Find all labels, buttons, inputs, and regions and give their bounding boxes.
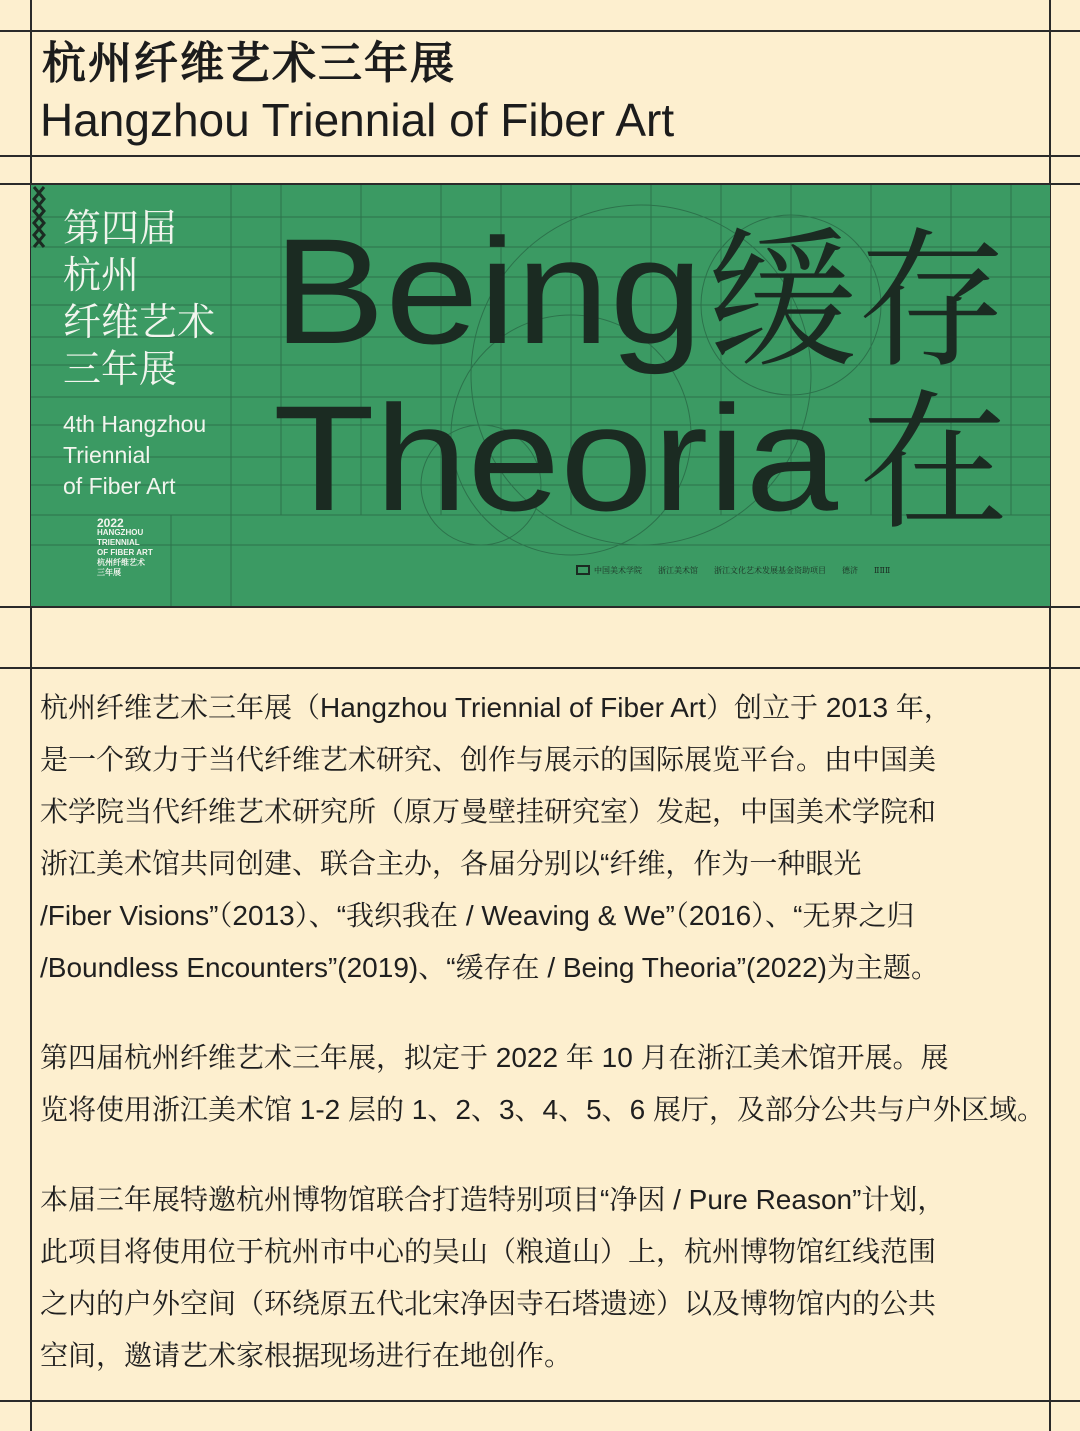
special-project-paragraph: 本届三年展特邀杭州博物馆联合打造特别项目“净因 / Pure Reason”计划， 此项目将使用位于杭州市中心的吴山（粮道山）上，杭州博物馆红线范围 之内的户外空间（环绕原五代北宋净因寺石塔遗迹）以及博物馆内的公共 空间，邀请艺术家根据现场进行在地创作。 bbox=[40, 1184, 946, 1371]
sponsor-logo bbox=[714, 565, 826, 576]
banner-en-line: 4th Hangzhou bbox=[63, 411, 207, 437]
intro-paragraph: 杭州纤维艺术三年展（Hangzhou Triennial of Fiber Art）创立于 2013 年， 是一个致力于当代纤维艺术研究、创作与展示的国际展览平台。由中国美 术学院当代纤维艺术研究所（原万曼壁挂研究室）发起，中国美术学院和 浙江美术馆共同创建、联合主办，各届分别以“纤维，作为一种眼光 /Fiber Visions”（2013）、“我织我在 / Weaving & We”（2016）、“无界之归 /Boundless Encounters”(2019)、“缓存在 / Being Theoria”(2022)为主题。 bbox=[40, 692, 952, 983]
sponsor-name: ⅡⅡⅡ bbox=[874, 565, 891, 575]
frame-line bbox=[0, 667, 1080, 669]
sponsor-logo bbox=[658, 565, 698, 576]
triennial-logo-icon bbox=[31, 185, 47, 251]
banner-title-zh bbox=[63, 205, 215, 393]
logo-line: HANGZHOU bbox=[97, 528, 144, 537]
headline-theoria: Theoria bbox=[273, 374, 839, 542]
page-title-en: Hangzhou Triennial of Fiber Art bbox=[40, 94, 675, 146]
sponsor-logo bbox=[576, 565, 642, 576]
banner-zh-line: 纤维艺术 bbox=[63, 300, 216, 344]
sponsor-logos bbox=[576, 555, 890, 585]
schedule-paragraph: 第四届杭州纤维艺术三年展，拟定于 2022 年 10 月在浙江美术馆开展。展 览将使用浙江美术馆 1-2 层的 1、2、3、4、5、6 展厅，及部分公共与户外区域。 bbox=[40, 1042, 1046, 1125]
logo-year: 2022 bbox=[97, 516, 124, 530]
frame-line bbox=[0, 606, 1080, 608]
academy-logo-icon bbox=[576, 565, 590, 575]
logo-line: TRIENNIAL bbox=[97, 538, 140, 547]
sponsor-logo bbox=[874, 566, 890, 575]
sponsor-name: 德济 bbox=[842, 565, 858, 575]
sponsor-logo bbox=[842, 565, 858, 576]
frame-line bbox=[0, 155, 1080, 157]
exhibition-banner bbox=[31, 185, 1050, 606]
logo-line: OF FIBER ART bbox=[97, 548, 153, 557]
banner-en-line: Triennial bbox=[63, 442, 151, 468]
sponsor-name: 浙江文化艺术发展基金资助项目 bbox=[714, 565, 826, 575]
banner-title-en bbox=[63, 409, 206, 502]
page-title-zh: 杭州纤维艺术三年展 bbox=[42, 38, 456, 89]
headline-zh-zai: 在 bbox=[859, 377, 1010, 551]
logo-line: 三年展 bbox=[97, 568, 121, 577]
banner-zh-line: 三年展 bbox=[63, 347, 178, 391]
banner-en-line: of Fiber Art bbox=[63, 473, 176, 499]
headline-zh-huancun: 缓存 bbox=[707, 215, 1007, 389]
headline-being: Being bbox=[273, 207, 703, 375]
banner-zh-line: 杭州 bbox=[63, 253, 140, 297]
frame-top-line bbox=[0, 30, 1080, 32]
frame-line bbox=[0, 1400, 1080, 1402]
logo-line: 杭州纤维艺术 bbox=[97, 558, 145, 567]
sponsor-name: 浙江美术馆 bbox=[658, 565, 698, 575]
sponsor-name: 中国美术学院 bbox=[594, 565, 642, 575]
triennial-logo-text bbox=[97, 518, 153, 578]
banner-zh-line: 第四届 bbox=[63, 206, 178, 250]
